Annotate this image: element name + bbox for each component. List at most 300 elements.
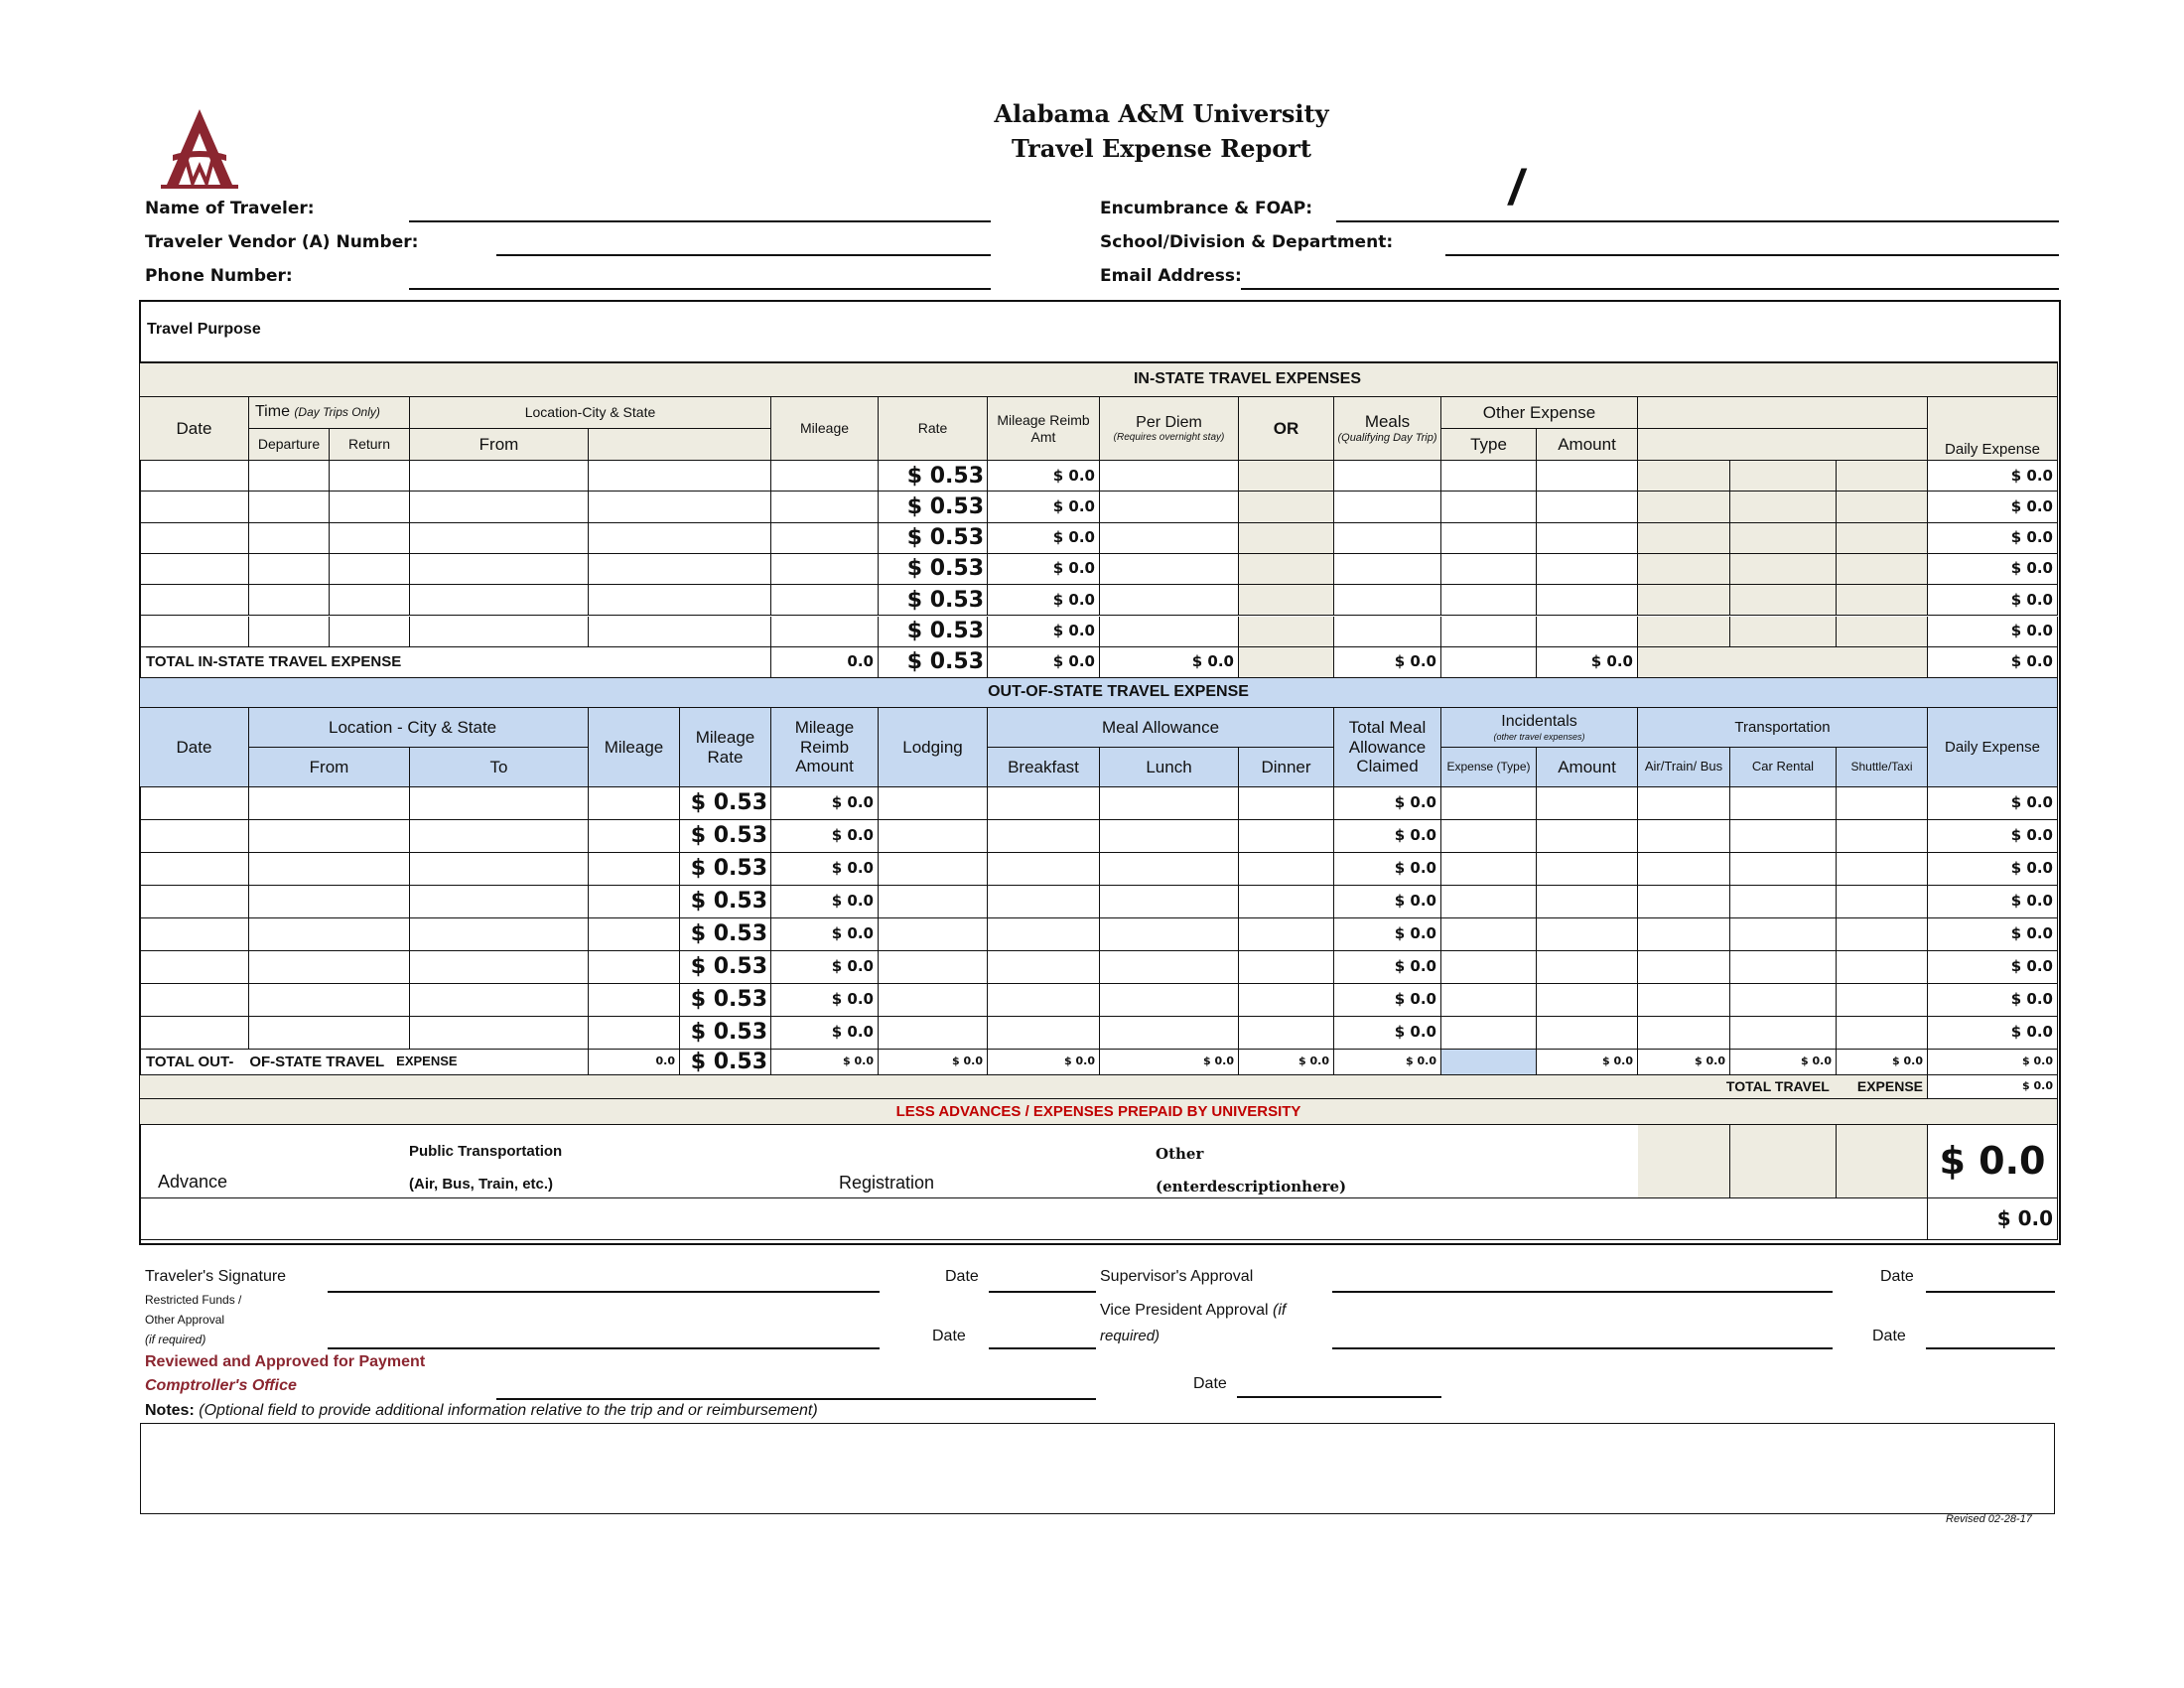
out-row-car[interactable] [1730, 1017, 1837, 1050]
out-row-meal-total: $ 0.0 [1334, 918, 1441, 951]
in-row-input-2-1[interactable] [249, 523, 330, 554]
out-row-air[interactable] [1638, 951, 1730, 984]
out-row-mileage[interactable] [589, 853, 680, 886]
out-row-reimb: $ 0.0 [771, 984, 879, 1017]
comptroller-line[interactable] [496, 1398, 1096, 1400]
out-header-breakfast: Breakfast [988, 748, 1100, 787]
out-row-date[interactable] [140, 853, 249, 886]
out-row-lodging[interactable] [879, 951, 988, 984]
out-row-to[interactable] [410, 1017, 589, 1050]
out-row-car[interactable] [1730, 984, 1837, 1017]
out-row-shuttle[interactable] [1837, 853, 1928, 886]
in-row-per-diem[interactable] [1100, 461, 1239, 492]
vendor-label: Traveler Vendor (A) Number: [145, 232, 419, 252]
out-row-amount[interactable] [1537, 820, 1638, 853]
out-row-dinner[interactable] [1239, 984, 1334, 1017]
out-header-location: Location - City & State [249, 708, 589, 748]
per-diem-label: Per Diem [1136, 413, 1202, 431]
in-row-per-diem[interactable] [1100, 585, 1239, 616]
foap-label: Encumbrance & FOAP: [1100, 199, 1313, 218]
in-row-or[interactable] [1239, 461, 1334, 492]
in-row-per-diem[interactable] [1100, 492, 1239, 522]
comptroller-date-line[interactable] [1237, 1396, 1441, 1398]
in-header-type: Type [1441, 429, 1537, 461]
out-row-air[interactable] [1638, 1017, 1730, 1050]
in-row-amount[interactable] [1537, 461, 1638, 492]
out-row-lunch[interactable] [1100, 853, 1239, 886]
traveler-signature-label: Traveler's Signature [145, 1268, 287, 1285]
in-row-input-2-3[interactable] [410, 523, 589, 554]
time-label: Time [255, 403, 290, 421]
in-total-reimb: $ 0.0 [988, 647, 1100, 678]
vp-label-text: Vice President Approval [1100, 1302, 1269, 1319]
out-header-rate: Mileage Rate [680, 708, 771, 787]
in-row-extra-3[interactable] [1837, 492, 1928, 522]
in-row-type[interactable] [1441, 585, 1537, 616]
out-row-meal-total: $ 0.0 [1334, 1017, 1441, 1050]
foap-slash: / [1509, 160, 1523, 215]
out-row-car[interactable] [1730, 853, 1837, 886]
out-row-to[interactable] [410, 984, 589, 1017]
in-row-per-diem[interactable] [1100, 617, 1239, 647]
out-row-reimb: $ 0.0 [771, 951, 879, 984]
notes-field[interactable] [140, 1423, 2055, 1514]
out-total-expense-type [1441, 1050, 1537, 1075]
out-row-expense-type[interactable] [1441, 820, 1537, 853]
in-row-input-5-5[interactable] [771, 617, 879, 647]
in-row-meals[interactable] [1334, 461, 1441, 492]
in-row-extra-2[interactable] [1730, 554, 1837, 585]
in-row-or[interactable] [1239, 554, 1334, 585]
out-row-date[interactable] [140, 984, 249, 1017]
in-row-extra-1[interactable] [1638, 492, 1730, 522]
advance-box-1[interactable] [1638, 1125, 1730, 1198]
out-row-shuttle[interactable] [1837, 984, 1928, 1017]
out-total-rate: $ 0.53 [680, 1050, 771, 1075]
out-row-daily: $ 0.0 [1928, 886, 2058, 918]
in-row-input-5-3[interactable] [410, 617, 589, 647]
out-header-transportation: Transportation [1638, 708, 1928, 748]
in-row-extra-3[interactable] [1837, 461, 1928, 492]
supervisor-date-line[interactable] [1926, 1291, 2055, 1293]
out-row-shuttle[interactable] [1837, 918, 1928, 951]
out-row-from[interactable] [249, 918, 410, 951]
travel-purpose-label: Travel Purpose [147, 321, 261, 338]
in-row-input-1-0[interactable] [140, 492, 249, 522]
out-row-breakfast[interactable] [988, 886, 1100, 918]
in-row-input-1-2[interactable] [330, 492, 410, 522]
out-row-lodging[interactable] [879, 787, 988, 820]
vp-date-label: Date [1872, 1328, 1906, 1344]
in-row-input-2-4[interactable] [589, 523, 771, 554]
out-row-daily: $ 0.0 [1928, 1017, 2058, 1050]
traveler-signature-line[interactable] [328, 1291, 880, 1293]
out-row-air[interactable] [1638, 918, 1730, 951]
traveler-date-line[interactable] [989, 1291, 1096, 1293]
out-row-to[interactable] [410, 820, 589, 853]
out-row-date[interactable] [140, 918, 249, 951]
out-row-lunch[interactable] [1100, 820, 1239, 853]
in-row-reimb: $ 0.0 [988, 617, 1100, 647]
in-row-extra-2[interactable] [1730, 523, 1837, 554]
in-header-blank-a [1638, 397, 1928, 429]
out-row-date[interactable] [140, 820, 249, 853]
in-row-input-2-0[interactable] [140, 523, 249, 554]
phone-field[interactable] [409, 288, 991, 290]
in-row-amount[interactable] [1537, 523, 1638, 554]
in-row-type[interactable] [1441, 461, 1537, 492]
in-row-extra-3[interactable] [1837, 617, 1928, 647]
out-row-lodging[interactable] [879, 918, 988, 951]
in-row-input-5-4[interactable] [589, 617, 771, 647]
out-row-amount[interactable] [1537, 853, 1638, 886]
in-row-extra-3[interactable] [1837, 554, 1928, 585]
out-row-daily: $ 0.0 [1928, 820, 2058, 853]
in-row-per-diem[interactable] [1100, 523, 1239, 554]
out-row-lunch[interactable] [1100, 886, 1239, 918]
vp-line[interactable] [1332, 1347, 1833, 1349]
out-row-to[interactable] [410, 886, 589, 918]
out-row-from[interactable] [249, 853, 410, 886]
out-row-daily: $ 0.0 [1928, 918, 2058, 951]
out-row-from[interactable] [249, 1017, 410, 1050]
out-row-car[interactable] [1730, 951, 1837, 984]
in-row-input-5-1[interactable] [249, 617, 330, 647]
vp-date-line[interactable] [1926, 1347, 2055, 1349]
other-label-b: (enterdescriptionhere) [1156, 1178, 1347, 1196]
in-header-time [249, 397, 410, 429]
travel-purpose-field[interactable] [328, 303, 2055, 360]
out-row-amount[interactable] [1537, 984, 1638, 1017]
in-row-meals[interactable] [1334, 492, 1441, 522]
in-row-input-3-1[interactable] [249, 554, 330, 585]
in-row-input-3-0[interactable] [140, 554, 249, 585]
name-field[interactable] [409, 220, 991, 222]
in-row-meals[interactable] [1334, 554, 1441, 585]
incidentals-note: (other travel expenses) [1493, 731, 1585, 742]
in-row-input-3-4[interactable] [589, 554, 771, 585]
out-header-car: Car Rental [1730, 748, 1837, 787]
in-row-input-0-5[interactable] [771, 461, 879, 492]
in-row-meals[interactable] [1334, 617, 1441, 647]
out-row-date[interactable] [140, 787, 249, 820]
out-row-car[interactable] [1730, 820, 1837, 853]
restricted-label-c: (if required) [145, 1333, 206, 1346]
registration-label: Registration [839, 1173, 935, 1193]
in-header-or: OR [1239, 397, 1334, 461]
in-header-reimb: Mileage Reimb Amt [988, 397, 1100, 461]
out-row-shuttle[interactable] [1837, 820, 1928, 853]
out-row-breakfast[interactable] [988, 820, 1100, 853]
out-row-lodging[interactable] [879, 853, 988, 886]
in-row-input-3-3[interactable] [410, 554, 589, 585]
out-row-car[interactable] [1730, 787, 1837, 820]
in-row-type[interactable] [1441, 617, 1537, 647]
in-row-meals[interactable] [1334, 585, 1441, 616]
out-row-rate: $ 0.53 [680, 820, 771, 853]
out-row-expense-type[interactable] [1441, 918, 1537, 951]
out-row-rate: $ 0.53 [680, 984, 771, 1017]
restricted-date-line[interactable] [989, 1347, 1096, 1349]
in-row-amount[interactable] [1537, 585, 1638, 616]
out-total-car: $ 0.0 [1730, 1050, 1837, 1075]
in-row-extra-3[interactable] [1837, 523, 1928, 554]
out-row-from[interactable] [249, 984, 410, 1017]
in-row-input-4-3[interactable] [410, 585, 589, 616]
in-row-amount[interactable] [1537, 617, 1638, 647]
in-row-extra-1[interactable] [1638, 523, 1730, 554]
out-row-shuttle[interactable] [1837, 886, 1928, 918]
in-row-input-4-1[interactable] [249, 585, 330, 616]
out-row-shuttle[interactable] [1837, 787, 1928, 820]
out-row-dinner[interactable] [1239, 951, 1334, 984]
in-row-input-5-0[interactable] [140, 617, 249, 647]
in-row-amount[interactable] [1537, 554, 1638, 585]
out-row-mileage[interactable] [589, 820, 680, 853]
supervisor-line[interactable] [1332, 1291, 1833, 1293]
out-row-air[interactable] [1638, 886, 1730, 918]
out-row-rate: $ 0.53 [680, 853, 771, 886]
in-total-label: TOTAL IN-STATE TRAVEL EXPENSE [140, 647, 771, 678]
out-row-reimb: $ 0.0 [771, 787, 879, 820]
in-row-extra-1[interactable] [1638, 461, 1730, 492]
out-row-dinner[interactable] [1239, 820, 1334, 853]
school-field[interactable] [1445, 254, 2059, 256]
out-row-lodging[interactable] [879, 886, 988, 918]
out-total-mileage: 0.0 [589, 1050, 680, 1075]
out-row-mileage[interactable] [589, 984, 680, 1017]
in-row-input-5-2[interactable] [330, 617, 410, 647]
supervisor-label: Supervisor's Approval [1100, 1268, 1254, 1285]
out-row-date[interactable] [140, 886, 249, 918]
in-row-per-diem[interactable] [1100, 554, 1239, 585]
out-row-reimb: $ 0.0 [771, 1017, 879, 1050]
out-header-lunch: Lunch [1100, 748, 1239, 787]
out-row-reimb: $ 0.0 [771, 853, 879, 886]
out-row-breakfast[interactable] [988, 918, 1100, 951]
out-row-lodging[interactable] [879, 820, 988, 853]
in-row-input-4-4[interactable] [589, 585, 771, 616]
in-total-mileage: 0.0 [771, 647, 879, 678]
out-row-to[interactable] [410, 853, 589, 886]
in-total-rate: $ 0.53 [879, 647, 988, 678]
out-state-title: OUT-OF-STATE TRAVEL EXPENSE [140, 678, 2058, 708]
school-label: School/Division & Department: [1100, 232, 1394, 252]
in-row-extra-2[interactable] [1730, 492, 1837, 522]
in-row-or[interactable] [1239, 492, 1334, 522]
out-row-breakfast[interactable] [988, 787, 1100, 820]
in-row-input-1-3[interactable] [410, 492, 589, 522]
in-row-input-1-1[interactable] [249, 492, 330, 522]
restricted-line[interactable] [328, 1347, 880, 1349]
in-row-extra-2[interactable] [1730, 461, 1837, 492]
out-row-air[interactable] [1638, 787, 1730, 820]
in-row-extra-3[interactable] [1837, 585, 1928, 616]
out-row-rate: $ 0.53 [680, 787, 771, 820]
out-row-air[interactable] [1638, 853, 1730, 886]
out-row-expense-type[interactable] [1441, 1017, 1537, 1050]
foap-field[interactable] [1336, 220, 2059, 222]
in-row-daily: $ 0.0 [1928, 523, 2058, 554]
out-row-breakfast[interactable] [988, 984, 1100, 1017]
out-row-lodging[interactable] [879, 1017, 988, 1050]
out-header-expense-type: Expense (Type) [1441, 748, 1537, 787]
notes-title: Notes: [145, 1402, 195, 1419]
in-row-extra-2[interactable] [1730, 617, 1837, 647]
out-header-lodging: Lodging [879, 708, 988, 787]
out-row-expense-type[interactable] [1441, 853, 1537, 886]
in-row-input-2-2[interactable] [330, 523, 410, 554]
in-row-daily: $ 0.0 [1928, 554, 2058, 585]
in-header-per-diem [1100, 397, 1239, 461]
in-row-input-0-3[interactable] [410, 461, 589, 492]
out-total-breakfast: $ 0.0 [988, 1050, 1100, 1075]
out-row-mileage[interactable] [589, 1017, 680, 1050]
in-row-amount[interactable] [1537, 492, 1638, 522]
in-row-type[interactable] [1441, 554, 1537, 585]
out-row-expense-type[interactable] [1441, 886, 1537, 918]
out-row-air[interactable] [1638, 984, 1730, 1017]
out-row-mileage[interactable] [589, 951, 680, 984]
in-row-input-3-5[interactable] [771, 554, 879, 585]
out-total-daily: $ 0.0 [1928, 1050, 2058, 1075]
in-row-or[interactable] [1239, 585, 1334, 616]
in-row-type[interactable] [1441, 492, 1537, 522]
out-row-meal-total: $ 0.0 [1334, 787, 1441, 820]
in-row-rate: $ 0.53 [879, 461, 988, 492]
in-total-type [1441, 647, 1537, 678]
traveler-date-label: Date [945, 1268, 979, 1285]
net-total: $ 0.0 [1928, 1198, 2058, 1240]
out-row-to[interactable] [410, 918, 589, 951]
out-row-expense-type[interactable] [1441, 951, 1537, 984]
out-row-dinner[interactable] [1239, 787, 1334, 820]
out-row-from[interactable] [249, 951, 410, 984]
in-row-input-0-2[interactable] [330, 461, 410, 492]
meals-note: (Qualifying Day Trip) [1337, 431, 1437, 444]
out-row-rate: $ 0.53 [680, 918, 771, 951]
in-row-input-2-5[interactable] [771, 523, 879, 554]
out-header-daily: Daily Expense [1928, 708, 2058, 787]
out-row-lunch[interactable] [1100, 918, 1239, 951]
in-row-input-4-5[interactable] [771, 585, 879, 616]
out-row-lunch[interactable] [1100, 984, 1239, 1017]
in-row-input-1-5[interactable] [771, 492, 879, 522]
email-field[interactable] [1241, 288, 2059, 290]
out-header-total-meal: Total Meal Allowance Claimed [1334, 708, 1441, 787]
out-row-to[interactable] [410, 787, 589, 820]
in-row-extra-1[interactable] [1638, 585, 1730, 616]
out-row-shuttle[interactable] [1837, 951, 1928, 984]
out-row-lunch[interactable] [1100, 951, 1239, 984]
out-row-date[interactable] [140, 1017, 249, 1050]
in-row-type[interactable] [1441, 523, 1537, 554]
out-row-dinner[interactable] [1239, 918, 1334, 951]
out-row-dinner[interactable] [1239, 853, 1334, 886]
net-row [140, 1198, 1928, 1240]
in-row-meals[interactable] [1334, 523, 1441, 554]
out-row-amount[interactable] [1537, 951, 1638, 984]
out-row-expense-type[interactable] [1441, 787, 1537, 820]
out-row-shuttle[interactable] [1837, 1017, 1928, 1050]
out-row-amount[interactable] [1537, 918, 1638, 951]
out-row-expense-type[interactable] [1441, 984, 1537, 1017]
out-row-breakfast[interactable] [988, 951, 1100, 984]
out-row-amount[interactable] [1537, 886, 1638, 918]
out-row-to[interactable] [410, 951, 589, 984]
out-row-from[interactable] [249, 820, 410, 853]
advance-total: $ 0.0 [1928, 1125, 2058, 1198]
in-row-extra-1[interactable] [1638, 617, 1730, 647]
out-row-lunch[interactable] [1100, 787, 1239, 820]
in-row-input-3-2[interactable] [330, 554, 410, 585]
in-row-reimb: $ 0.0 [988, 523, 1100, 554]
out-total-label-c: EXPENSE [396, 1054, 458, 1069]
notes-hint: (Optional field to provide additional information relative to the trip and or reimbursement) [199, 1402, 818, 1419]
out-header-reimb: Mileage Reimb Amount [771, 708, 879, 787]
out-row-car[interactable] [1730, 886, 1837, 918]
out-row-rate: $ 0.53 [680, 1017, 771, 1050]
vendor-field[interactable] [496, 254, 991, 256]
out-row-from[interactable] [249, 886, 410, 918]
vp-label-note: (if [1273, 1302, 1287, 1319]
out-row-lodging[interactable] [879, 984, 988, 1017]
out-row-amount[interactable] [1537, 1017, 1638, 1050]
vp-label-b: required) [1100, 1328, 1160, 1344]
out-row-lunch[interactable] [1100, 1017, 1239, 1050]
out-row-breakfast[interactable] [988, 853, 1100, 886]
out-header-amount: Amount [1537, 748, 1638, 787]
in-row-input-0-1[interactable] [249, 461, 330, 492]
in-row-or[interactable] [1239, 617, 1334, 647]
out-row-dinner[interactable] [1239, 886, 1334, 918]
out-row-car[interactable] [1730, 918, 1837, 951]
in-row-extra-2[interactable] [1730, 585, 1837, 616]
out-row-from[interactable] [249, 787, 410, 820]
advance-box-2[interactable] [1730, 1125, 1837, 1198]
out-row-mileage[interactable] [589, 886, 680, 918]
in-row-extra-1[interactable] [1638, 554, 1730, 585]
out-row-air[interactable] [1638, 820, 1730, 853]
in-row-input-1-4[interactable] [589, 492, 771, 522]
public-transport-label-b: (Air, Bus, Train, etc.) [409, 1176, 554, 1193]
out-row-date[interactable] [140, 951, 249, 984]
in-row-input-4-2[interactable] [330, 585, 410, 616]
out-row-meal-total: $ 0.0 [1334, 984, 1441, 1017]
out-row-dinner[interactable] [1239, 1017, 1334, 1050]
out-row-mileage[interactable] [589, 918, 680, 951]
in-row-reimb: $ 0.0 [988, 554, 1100, 585]
reviewed-label: Reviewed and Approved for Payment [145, 1353, 426, 1370]
university-logo [157, 105, 242, 191]
in-header-daily: Daily Expense [1928, 397, 2058, 461]
in-row-or[interactable] [1239, 523, 1334, 554]
in-row-daily: $ 0.0 [1928, 617, 2058, 647]
in-row-input-0-4[interactable] [589, 461, 771, 492]
in-header-amount: Amount [1537, 429, 1638, 461]
in-header-other-expense: Other Expense [1441, 397, 1638, 429]
out-row-breakfast[interactable] [988, 1017, 1100, 1050]
advance-box-3[interactable] [1837, 1125, 1928, 1198]
out-row-mileage[interactable] [589, 787, 680, 820]
total-travel-label-a: TOTAL TRAVEL [1725, 1078, 1830, 1095]
in-row-input-0-0[interactable] [140, 461, 249, 492]
out-row-meal-total: $ 0.0 [1334, 951, 1441, 984]
in-row-input-4-0[interactable] [140, 585, 249, 616]
out-total-meal: $ 0.0 [1334, 1050, 1441, 1075]
out-row-amount[interactable] [1537, 787, 1638, 820]
out-total-dinner: $ 0.0 [1239, 1050, 1334, 1075]
